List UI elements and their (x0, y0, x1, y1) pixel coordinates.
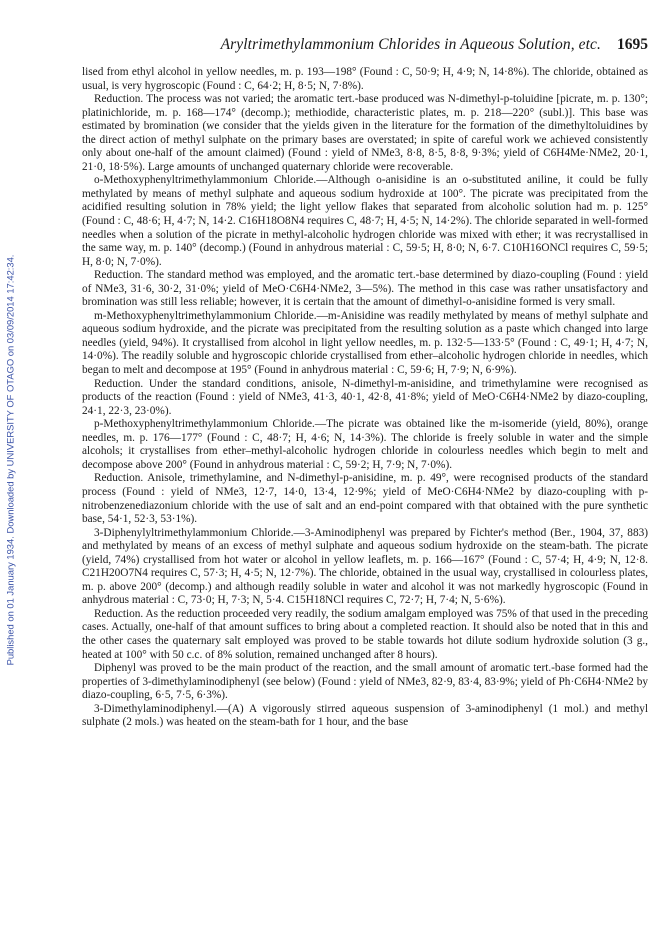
journal-page (82, 36, 648, 730)
paragraph-1: lised from ethyl alcohol in yellow needles, m. p. 193—198° (Found : C, 50·9; H, 4·9; N, 14·8%). The chloride, obtained as usual, is very hygroscopic (Found : C, 64·2; H, 8·5; N, 7·8%). (82, 66, 648, 92)
paragraph-12: 3-Dimethylaminodiphenyl.—(A) A vigorously stirred aqueous suspension of 3-aminodiphenyl (1 mol.) and methyl sulphate (2 mols.) was heated on the steam-bath for 1 hour, and the base (82, 702, 648, 729)
paragraph-10: Reduction. As the reduction proceeded very readily, the sodium amalgam employed was 75% of that used in the preceding cases. Actually, one-half of that amount suffices to bring about a completed reaction. It should also be noted that in this and the other cases the quaternary salt employed was proved to be stable towards hot dilute sodium hydroxide solution (3 g., heated at 100° with 50 c.c. of 8% solution, remained unchanged after 8 hours). (82, 607, 648, 661)
paragraph-4: Reduction. The standard method was employed, and the aromatic tert.-base determined by diazo-coupling (Found : yield of NMe3, 31·6, 30·2, 31·0%; yield of MeO·C6H4·NMe2, 3—5%). The method in this case was rather unsatisfactory and bromination was still less reliable; however, it is certain that the amount of dimethyl-o-anisidine formed is very small. (82, 269, 648, 309)
paragraph-2: Reduction. The process was not varied; the aromatic tert.-base produced was N-dimethyl-p-toluidine [picrate, m. p. 130°; platinichloride, m. p. 168—174° (decomp.); methiodide, characteristic plates, m. p. 218—220° (subl.)]. This base was estimated by bromination (we consider that the yields given in the literature for the formation of the dimethyltoluidines by the direct action of methyl sulphate on the primary bases are overstated; in spite of careful work we achieved consistently only about one-half of the amount claimed) (Found : yield of NMe3, 8·8, 8·5, 8·8, 9·3%; yield of C6H4Me·NMe2, 20·1, 21·0, 18·5%). Large amounts of unchanged quaternary chloride were recoverable. (82, 93, 648, 173)
running-title: Aryltrimethylammonium Chlorides in Aqueous Solution, etc. (220, 36, 601, 53)
paragraph-11: Diphenyl was proved to be the main product of the reaction, and the small amount of aromatic tert.-base formed had the properties of 3-dimethylaminodiphenyl (see below) (Found : yield of NMe3, 82·9, 83·4, 83·9%; yield of Ph·C6H4·NMe2 by diazo-coupling, 6·5, 7·5, 6·3%). (82, 662, 648, 702)
paragraph-9: 3-Diphenylyltrimethylammonium Chloride.—3-Aminodiphenyl was prepared by Fichter's method (Ber., 1904, 37, 883) and methylated by means of an excess of methyl sulphate and aqueous sodium hydroxide on the steam-bath. The picrate (yield, 74%) crystallised from hot water or alcohol in yellow leaflets, m. p. 166—167° (Found : C, 57·4; H, 4·9; N, 12·8. C21H20O7N4 requires C, 57·3; H, 4·5; N, 12·7%). The chloride, obtained in the usual way, crystallised in colourless plates, m. p. above 200° (decomp.) and although readily soluble in water and alcohol it was not markedly hygroscopic (Found in anhydrous material : C, 73·0; H, 7·3; N, 5·4. C15H18NCl requires C, 72·7; H, 7·4; N, 5·6%). (82, 526, 648, 607)
paragraph-3: o-Methoxyphenyltrimethylammonium Chloride.—Although o-anisidine is an o-substituted aniline, it could be fully methylated by means of methyl sulphate and aqueous sodium hydroxide at 100°. The picrate was precipitated from the acidified resulting solution in 78% yield; the light yellow flakes that separated from alcoholic solution had m. p. 125° (Found : C, 48·6; H, 4·7; N, 14·2. C16H18O8N4 requires C, 48·7; H, 4·5; N, 14·2%). The chloride separated in well-formed needles when a solution of the picrate in methyl-alcoholic hydrogen chloride was mixed with ether; it was recrystallised in the same way, m. p. 140° (decomp.) (Found in anhydrous material : C, 59·5; H, 8·0; N, 6·7. C10H16ONCl requires C, 59·5; H, 8·0; N, 7·0%). (82, 174, 648, 268)
paragraph-6: Reduction. Under the standard conditions, anisole, N-dimethyl-m-anisidine, and trimethylamine were recognised as products of the reaction (Found : yield of NMe3, 41·3, 40·1, 42·8, 41·8%; yield of MeO·C6H4·NMe2 by diazo-coupling, 24·1, 22·3, 23·0%). (82, 377, 648, 417)
running-header (82, 36, 648, 58)
download-watermark-text: Published on 01 January 1934. Downloaded by UNIVERSITY OF OTAGO on 03/09/2014 17:42:34. (4, 254, 16, 666)
paragraph-5: m-Methoxyphenyltrimethylammonium Chloride.—m-Anisidine was readily methylated by means of methyl sulphate and aqueous sodium hydroxide, and the picrate was precipitated from the resulting solution as a paste which changed into large needles (yield, 94%). It crystallised from alcohol in light yellow needles, m. p. 132·5—133·5° (Found : C, 49·1; H, 4·7; N, 14·0%). The readily soluble and hygroscopic chloride crystallised from ether–alcoholic hydrogen chloride in needles, which began to melt and decompose at 195° (Found in anhydrous material : C, 59·6; H, 7·9; N, 6·9%). (82, 309, 648, 377)
download-watermark (2, 140, 18, 780)
page-number: 1695 (617, 36, 648, 53)
paragraph-7: p-Methoxyphenyltrimethylammonium Chloride.—The picrate was obtained like the m-isomeride (yield, 80%), orange needles, m. p. 176—177° (Found : C, 48·7; H, 4·6; N, 14·3%). The chloride is freely soluble in water and the simple alcohols; it crystallises from ether–methyl-alcoholic hydrogen chloride in colourless needles which begin to melt and decompose above 200° (Found in anhydrous material : C, 59·2; H, 7·9; N, 7·0%). (82, 418, 648, 471)
paragraph-8: Reduction. Anisole, trimethylamine, and N-dimethyl-p-anisidine, m. p. 49°, were recognised products of the standard process (Found : yield of NMe3, 12·7, 14·0, 13·4, 12·9%; yield of MeO·C6H4·NMe2 by diazo-coupling with p-nitrobenzenediazonium chloride with the use of salt and an end-point compared with that obtained with the pure synthetic base, 54·1, 52·3, 53·1%). (82, 472, 648, 526)
